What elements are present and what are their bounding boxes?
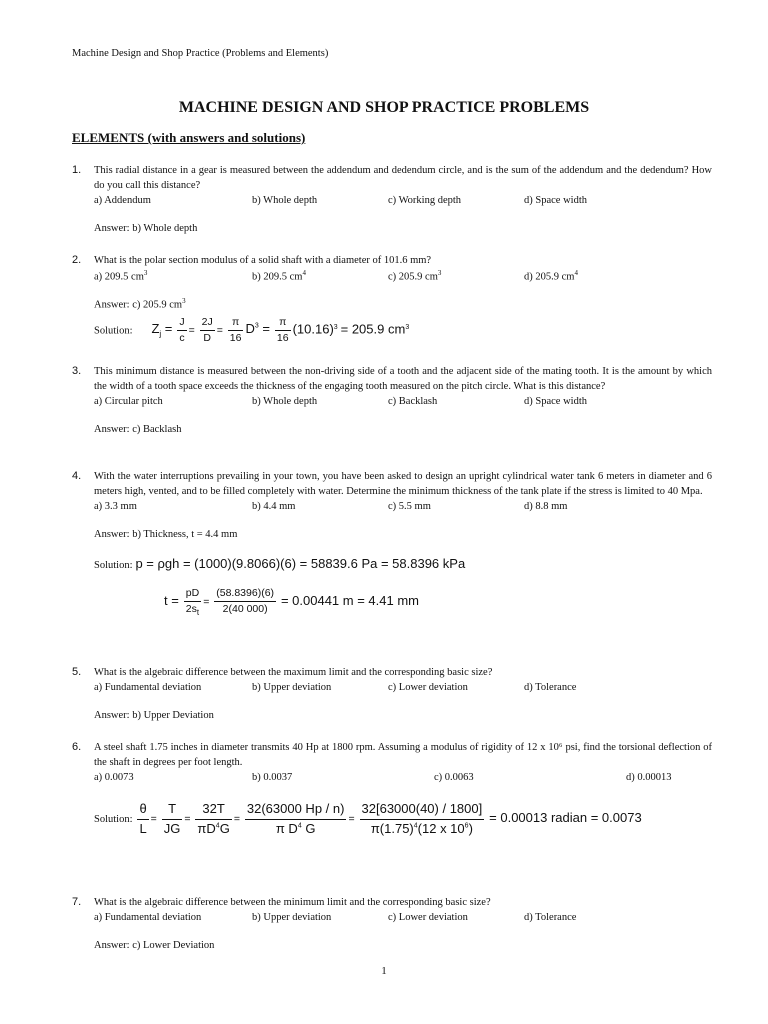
section-subtitle: ELEMENTS (with answers and solutions) [72,130,306,145]
option-d: d) 205.9 $cm^4$ [524,269,578,283]
options [94,680,712,696]
solution-result: = 205.9 cm [340,321,406,337]
question-text: What is the polar section modulus of a solid shaft with a diameter of 101.6 mm? [94,255,432,266]
solution-result: = 0.00013 radian = 0.0073 [489,810,642,826]
question-number: 7. [72,896,82,908]
option-d: d) Space width [524,195,587,207]
solution-label: Solution: [94,559,133,571]
solution-tail: (10.16) [292,321,334,337]
option-b: b) 0.0037 [252,772,293,784]
option-d: d) Space width [524,396,587,408]
question-4 [72,469,712,618]
answer: Answer: c) Lower Deviation [94,940,215,952]
question-text: This radial distance in a gear is measured between the addendum and dedendum circle, and is the sum of the addendum and the dedendum? How do you call this distance? [94,165,712,192]
answer: Answer: b) Thickness, t = 4.4 mm [94,529,238,541]
question-number: 4. [72,470,82,482]
page-title: MACHINE DESIGN AND SHOP PRACTICE PROBLEMS [178,99,590,116]
question-2 [72,253,712,346]
option-d: d) 0.00013 [626,772,672,784]
option-c: c) 205.9 $cm^3$ [388,269,442,283]
question-number: 2. [72,254,82,266]
question-text: A steel shaft 1.75 inches in diameter transmits 40 Hp at 1800 rpm. Assuming a modulus of rigidity of 12 x 10⁶ psi, find the torsional deflection of the shaft in degrees per foot length. [94,742,712,769]
solution [94,555,712,574]
option-a: a) 0.0073 [94,772,134,784]
question-text: This minimum distance is measured between the non-driving side of a tooth and the adjacent side of the mating tooth. It is the amount by which the width of a tooth space exceeds the thickness of the engaging tooth measured on the pitch circle. What is this distance? [94,366,712,393]
option-a: a) 3.3 mm [94,501,137,513]
thickness-result: = 0.00441 m = 4.41 mm [280,592,419,608]
question-5 [72,665,712,723]
options [94,193,712,209]
options [94,268,712,284]
pressure-equation: p = ρgh = (1000)(9.8066)(6) = 58839.6 Pa = 58.8396 kPa [135,555,466,571]
question-1 [72,163,712,237]
question-number: 1. [72,164,82,176]
option-d: d) Tolerance [524,682,577,694]
option-c: c) 0.0063 [434,772,474,784]
option-c: c) Lower deviation [388,912,468,924]
question-text: What is the algebraic difference between the minimum limit and the corresponding basic size? [94,897,491,908]
thickness-equation: t = $\frac{pD}{2s_t}$ = $\frac{(58.8396)(6)}{2(40 000)}$ = 0.00441 m = 4.41 mm [164,586,419,617]
option-b: b) Upper deviation [252,682,332,694]
option-b: b) Upper deviation [252,912,332,924]
options [94,770,712,786]
option-c: c) Lower deviation [388,682,468,694]
question-number: 5. [72,666,82,678]
option-b: b) Whole depth [252,396,318,408]
option-b: b) 4.4 mm [252,501,296,513]
running-header: Machine Design and Shop Practice (Problems and Elements) [72,48,329,59]
option-a: a) Circular pitch [94,396,163,408]
option-c: c) 5.5 mm [388,501,431,513]
options [94,910,712,926]
option-b: b) 209.5 $cm^4$ [252,269,306,283]
solution: Solution: $\frac{\theta}{L}$ = $\frac{T}{JG}$ = $\frac{32T}{\pi D^4G}$ = $\frac{32(63000 Hp / n)}{\pi D^4 G}$ = $\frac{32[63000(40) / 1800]}{\pi(1.75)^4(12 x 10^6)}$ = 0.00013 radian = 0.0073 [94,801,642,837]
question-number: 3. [72,365,82,377]
solution-label: Solution: [94,325,133,337]
option-d: d) 8.8 mm [524,501,568,513]
question-text: What is the algebraic difference between the maximum limit and the corresponding basic size? [94,667,493,678]
solution-label: Solution: [94,814,133,826]
question-7 [72,895,712,953]
option-c: c) Backlash [388,396,438,408]
page-number: 1 [381,965,387,977]
option-d: d) Tolerance [524,912,577,924]
question-6 [72,740,712,839]
options [94,394,712,410]
solution: Solution: $Z_j$ = $\frac{J}{c}$ = $\frac{2J}{D}$ = $\frac{\pi}{16}$ $D^3$ = $\frac{\pi}{16}$ $(10.16)^3 = 205.9$ $cm^3$ [94,315,410,345]
option-a: a) Addendum [94,195,151,207]
option-a: a) Fundamental deviation [94,912,202,924]
options [94,499,712,515]
option-c: c) Working depth [388,195,462,207]
question-number: 6. [72,741,82,753]
question-3 [72,364,712,438]
option-b: b) Whole depth [252,195,318,207]
answer: Answer: b) Whole depth [94,223,198,235]
option-a: a) 209.5 $cm^3$ [94,269,148,283]
answer: Answer: b) Upper Deviation [94,710,214,722]
answer: Answer: c) Backlash [94,424,182,436]
question-text: With the water interruptions prevailing in your town, you have been asked to design an upright cylindrical water tank 6 meters in diameter and 6 meters high, vented, and to be filled completely with water. Determine the minimum thickness of the tank plate if the stress is limited to 40 Mpa. [94,471,712,498]
option-a: a) Fundamental deviation [94,682,202,694]
answer: Answer: c) 205.9 $cm^3$ [94,297,186,311]
